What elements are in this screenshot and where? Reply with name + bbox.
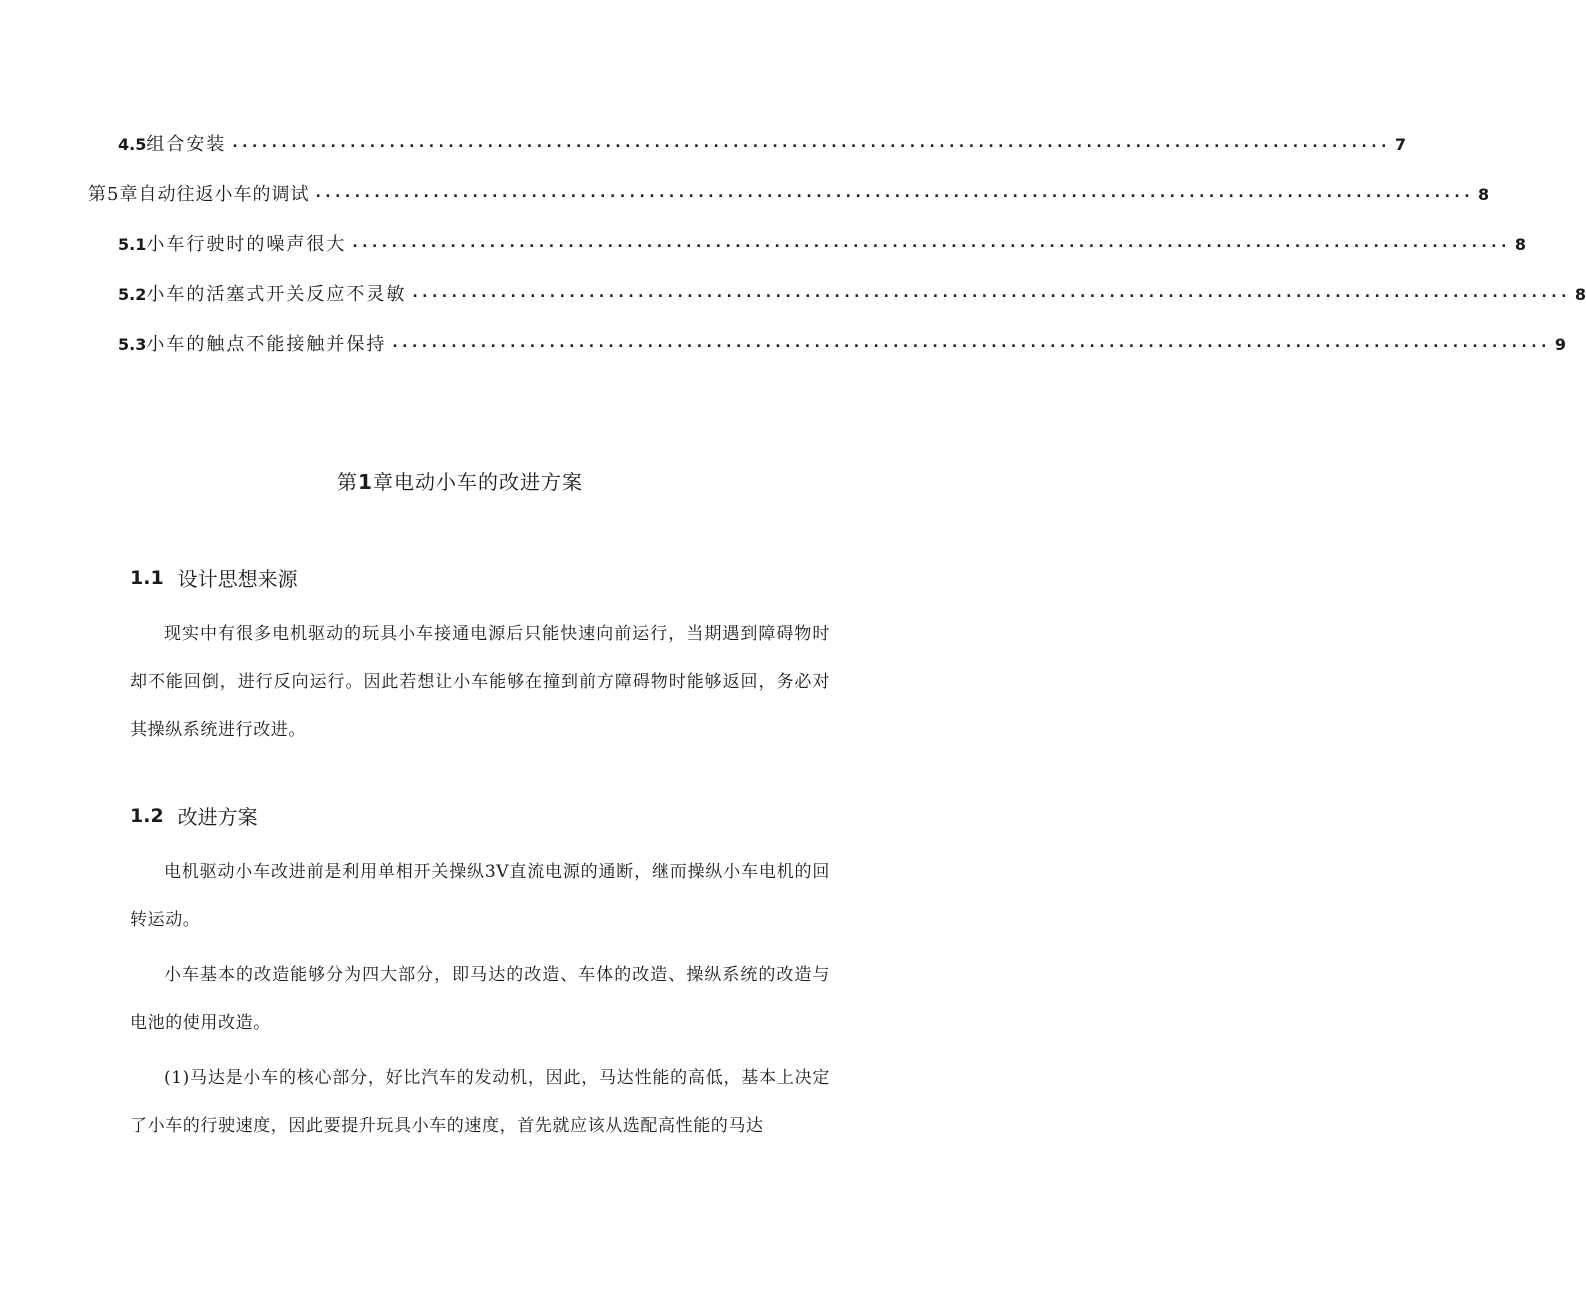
toc-entry-page: 7: [1394, 135, 1407, 154]
chapter-number: 1: [358, 470, 373, 494]
toc-entry-5-2[interactable]: [118, 276, 1586, 306]
paragraph: 电机驱动小车改进前是利用单相开关操纵3V直流电源的通断，继而操纵小车电机的回转运动。: [130, 862, 830, 930]
toc-leader-dots: ......................................................................................................................: [412, 285, 1571, 301]
toc-entry-title: 小车的活塞式开关反应不灵敏: [146, 284, 407, 305]
section-title: 改进方案: [177, 805, 258, 829]
section-title: 设计思想来源: [177, 567, 298, 591]
toc-entry-number: 5.1: [118, 235, 147, 254]
toc-leader-dots: ......................................................................................................................: [352, 235, 1511, 251]
section-number: 1.1: [130, 566, 164, 589]
toc-entry-chapter-5[interactable]: [88, 176, 1490, 206]
paragraph: 现实中有很多电机驱动的玩具小车接通电源后只能快速向前运行，当期遇到障碍物时却不能回倒，进行反向运行。因此若想让小车能够在撞到前方障碍物时能够返回，务必对其操纵系统进行改进。: [130, 624, 830, 740]
toc-entry-page: 9: [1554, 335, 1567, 354]
toc-entry-title: 自动往返小车的调试: [138, 184, 310, 205]
toc-entry-page: 8: [1478, 185, 1490, 204]
toc-entry-title: 小车行驶时的噪声很大: [146, 234, 347, 255]
toc-leader-dots: ......................................................................................................................: [392, 335, 1551, 351]
toc-entry-number: 4.5: [118, 135, 147, 154]
toc-entry-number: 第5章: [88, 184, 139, 205]
chapter-title: [0, 466, 920, 495]
toc-entry-page: 8: [1514, 235, 1527, 254]
section-number: 1.2: [130, 804, 164, 827]
paragraph: (1)马达是小车的核心部分，好比汽车的发动机，因此，马达性能的高低，基本上决定了小车的行驶速度，因此要提升玩具小车的速度，首先就应该从选配高性能的马达: [130, 1068, 830, 1136]
section-heading-1-1: [130, 563, 298, 592]
chapter-title-prefix: 第: [337, 470, 359, 494]
toc-entry-4-5[interactable]: [118, 126, 1407, 156]
toc-leader-dots: ......................................................................................................................: [315, 185, 1475, 201]
toc-entry-title: 小车的触点不能接触并保持: [146, 334, 387, 355]
chapter-title-text: 章电动小车的改进方案: [372, 470, 583, 494]
toc-entry-page: 8: [1574, 285, 1586, 304]
toc-entry-title: 组合安装: [146, 134, 227, 155]
paragraph: 小车基本的改造能够分为四大部分，即马达的改造、车体的改造、操纵系统的改造与电池的使用改造。: [130, 965, 830, 1033]
toc-leader-dots: ......................................................................................................................: [232, 135, 1391, 151]
toc-entry-number: 5.2: [118, 285, 147, 304]
toc-entry-number: 5.3: [118, 335, 147, 354]
section-heading-1-2: [130, 801, 258, 830]
toc-entry-5-1[interactable]: [118, 226, 1527, 256]
toc-entry-5-3[interactable]: [118, 326, 1567, 356]
